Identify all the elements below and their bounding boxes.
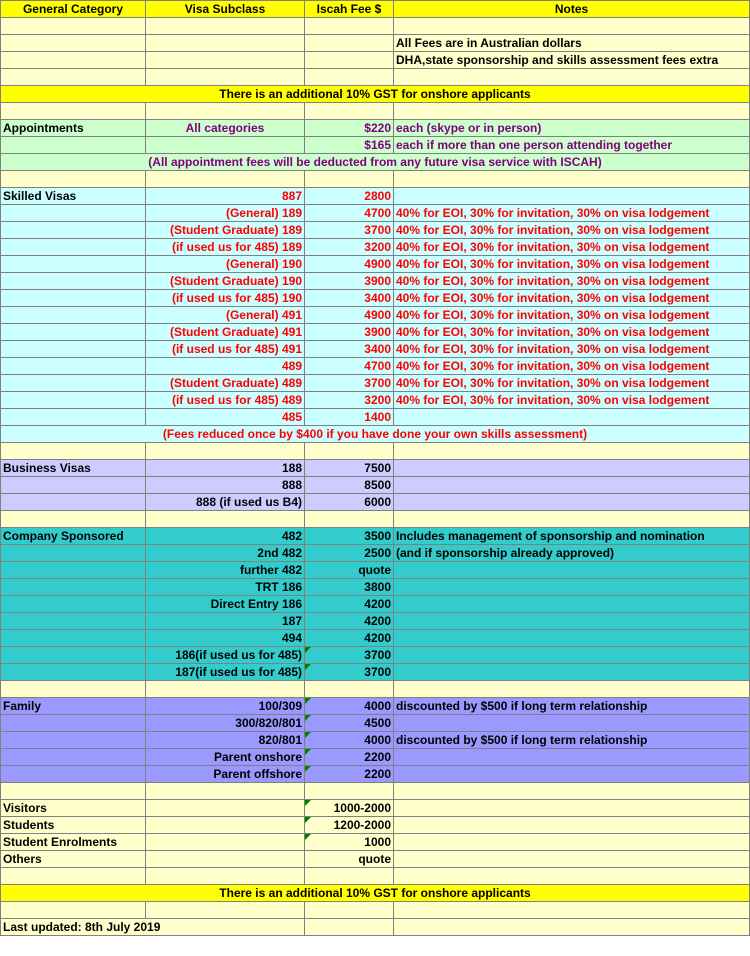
category-company[interactable]: Company Sponsored — [1, 528, 146, 545]
others-fee[interactable]: quote — [305, 851, 394, 868]
skilled-note[interactable]: 40% for EOI, 30% for invitation, 30% on visa lodgement — [394, 290, 750, 307]
table-row — [1, 273, 750, 290]
company-fee[interactable]: 3800 — [305, 579, 394, 596]
skilled-subclass[interactable]: (if used us for 485) 190 — [146, 290, 305, 307]
table-row — [1, 766, 750, 783]
note-extra-fees[interactable]: DHA,state sponsorship and skills assessment fees extra — [394, 52, 750, 69]
appointments-subclass[interactable]: All categories — [146, 120, 305, 137]
skilled-reduced-note[interactable]: (Fees reduced once by $400 if you have done your own skills assessment) — [1, 426, 750, 443]
table-row — [1, 851, 750, 868]
table-row — [1, 630, 750, 647]
company-fee[interactable]: 3700 — [305, 647, 394, 664]
table-row — [1, 239, 750, 256]
skilled-note[interactable] — [394, 409, 750, 426]
table-row — [1, 596, 750, 613]
skilled-fee[interactable]: 4900 — [305, 256, 394, 273]
family-subclass[interactable]: 820/801 — [146, 732, 305, 749]
header-row — [1, 1, 750, 18]
skilled-fee[interactable]: 4900 — [305, 307, 394, 324]
company-subclass[interactable]: 494 — [146, 630, 305, 647]
skilled-subclass[interactable]: (General) 491 — [146, 307, 305, 324]
skilled-subclass[interactable]: 485 — [146, 409, 305, 426]
note-fees-aud[interactable]: All Fees are in Australian dollars — [394, 35, 750, 52]
company-fee[interactable]: 4200 — [305, 596, 394, 613]
business-subclass[interactable]: 888 (if used us B4) — [146, 494, 305, 511]
blank-row — [1, 103, 750, 120]
visitors-fee[interactable]: 1000-2000 — [305, 800, 394, 817]
students-fee[interactable]: 1200-2000 — [305, 817, 394, 834]
category-others[interactable]: Others — [1, 851, 146, 868]
company-fee[interactable]: 3500 — [305, 528, 394, 545]
table-row — [1, 477, 750, 494]
student-enrolments-fee[interactable]: 1000 — [305, 834, 394, 851]
table-row — [1, 324, 750, 341]
blank-row — [1, 681, 750, 698]
business-fee[interactable]: 7500 — [305, 460, 394, 477]
gst-banner-top — [1, 86, 750, 103]
family-fee[interactable]: 2200 — [305, 749, 394, 766]
table-row — [1, 120, 750, 137]
company-fee[interactable]: 4200 — [305, 630, 394, 647]
table-row — [1, 460, 750, 477]
category-student-enrolments[interactable]: Student Enrolments — [1, 834, 146, 851]
appointments-deduct-note[interactable]: (All appointment fees will be deducted from any future visa service with ISCAH) — [1, 154, 750, 171]
company-subclass[interactable]: 2nd 482 — [146, 545, 305, 562]
company-subclass[interactable]: TRT 186 — [146, 579, 305, 596]
company-subclass[interactable]: Direct Entry 186 — [146, 596, 305, 613]
table-row — [1, 698, 750, 715]
skilled-note[interactable]: 40% for EOI, 30% for invitation, 30% on visa lodgement — [394, 222, 750, 239]
category-family[interactable]: Family — [1, 698, 146, 715]
table-row — [1, 664, 750, 681]
skilled-fee[interactable]: 4700 — [305, 358, 394, 375]
skilled-fee[interactable]: 2800 — [305, 188, 394, 205]
skilled-subclass[interactable]: (Student Graduate) 190 — [146, 273, 305, 290]
category-visitors[interactable]: Visitors — [1, 800, 146, 817]
category-appointments[interactable]: Appointments — [1, 120, 146, 137]
skilled-note[interactable]: 40% for EOI, 30% for invitation, 30% on visa lodgement — [394, 392, 750, 409]
skilled-subclass[interactable]: 489 — [146, 358, 305, 375]
table-row — [1, 613, 750, 630]
skilled-fee[interactable]: 3200 — [305, 392, 394, 409]
skilled-note[interactable]: 40% for EOI, 30% for invitation, 30% on visa lodgement — [394, 375, 750, 392]
category-business[interactable]: Business Visas — [1, 460, 146, 477]
skilled-note[interactable]: 40% for EOI, 30% for invitation, 30% on visa lodgement — [394, 341, 750, 358]
appointments-note-1[interactable]: each (skype or in person) — [394, 120, 750, 137]
skilled-fee[interactable]: 3700 — [305, 375, 394, 392]
header-visa-subclass[interactable]: Visa Subclass — [146, 1, 305, 18]
company-subclass[interactable]: 187(if used us for 485) — [146, 664, 305, 681]
table-row — [1, 919, 750, 936]
business-subclass[interactable]: 888 — [146, 477, 305, 494]
table-row — [1, 732, 750, 749]
business-fee[interactable]: 8500 — [305, 477, 394, 494]
table-row — [1, 545, 750, 562]
skilled-subclass[interactable]: (Student Graduate) 491 — [146, 324, 305, 341]
family-fee[interactable]: 4000 — [305, 698, 394, 715]
table-row — [1, 154, 750, 171]
skilled-subclass[interactable]: 887 — [146, 188, 305, 205]
blank-row — [1, 511, 750, 528]
skilled-note[interactable]: 40% for EOI, 30% for invitation, 30% on visa lodgement — [394, 256, 750, 273]
skilled-fee[interactable]: 3700 — [305, 222, 394, 239]
table-row — [1, 494, 750, 511]
blank-row — [1, 69, 750, 86]
skilled-note[interactable] — [394, 188, 750, 205]
gst-banner-bottom — [1, 885, 750, 902]
business-fee[interactable]: 6000 — [305, 494, 394, 511]
company-fee[interactable]: 4200 — [305, 613, 394, 630]
skilled-subclass[interactable]: (if used us for 485) 491 — [146, 341, 305, 358]
table-row — [1, 188, 750, 205]
table-row — [1, 834, 750, 851]
skilled-note[interactable]: 40% for EOI, 30% for invitation, 30% on visa lodgement — [394, 324, 750, 341]
table-row — [1, 562, 750, 579]
table-row — [1, 35, 750, 52]
skilled-fee[interactable]: 3900 — [305, 324, 394, 341]
table-row — [1, 715, 750, 732]
table-row — [1, 341, 750, 358]
company-subclass[interactable]: 187 — [146, 613, 305, 630]
table-row — [1, 256, 750, 273]
blank-row — [1, 783, 750, 800]
skilled-fee[interactable]: 4700 — [305, 205, 394, 222]
blank-row — [1, 868, 750, 885]
appointments-fee-2[interactable]: $165 — [305, 137, 394, 154]
table-row — [1, 375, 750, 392]
family-subclass[interactable]: Parent offshore — [146, 766, 305, 783]
appointments-note-2[interactable]: each if more than one person attending together — [394, 137, 750, 154]
table-row — [1, 290, 750, 307]
skilled-subclass[interactable]: (General) 189 — [146, 205, 305, 222]
skilled-subclass[interactable]: (if used us for 485) 489 — [146, 392, 305, 409]
family-note[interactable]: discounted by $500 if long term relationship — [394, 732, 750, 749]
company-note[interactable]: (and if sponsorship already approved) — [394, 545, 750, 562]
table-row — [1, 817, 750, 834]
family-fee[interactable]: 4500 — [305, 715, 394, 732]
gst-banner-text[interactable]: There is an additional 10% GST for onshore applicants — [1, 885, 750, 902]
blank-row — [1, 171, 750, 188]
blank-row — [1, 902, 750, 919]
skilled-fee[interactable]: 3400 — [305, 290, 394, 307]
category-students[interactable]: Students — [1, 817, 146, 834]
company-subclass[interactable]: further 482 — [146, 562, 305, 579]
skilled-subclass[interactable]: (if used us for 485) 189 — [146, 239, 305, 256]
skilled-note[interactable]: 40% for EOI, 30% for invitation, 30% on visa lodgement — [394, 307, 750, 324]
blank-row — [1, 443, 750, 460]
table-row — [1, 222, 750, 239]
table-row — [1, 647, 750, 664]
table-row — [1, 528, 750, 545]
family-subclass[interactable]: 300/820/801 — [146, 715, 305, 732]
header-iscah-fee[interactable]: Iscah Fee $ — [305, 1, 394, 18]
skilled-note[interactable]: 40% for EOI, 30% for invitation, 30% on visa lodgement — [394, 273, 750, 290]
table-row — [1, 307, 750, 324]
appointments-fee-1[interactable]: $220 — [305, 120, 394, 137]
company-fee[interactable]: 3700 — [305, 664, 394, 681]
table-row — [1, 137, 750, 154]
blank-row — [1, 18, 750, 35]
skilled-note[interactable]: 40% for EOI, 30% for invitation, 30% on visa lodgement — [394, 205, 750, 222]
skilled-subclass[interactable]: (Student Graduate) 189 — [146, 222, 305, 239]
skilled-note[interactable]: 40% for EOI, 30% for invitation, 30% on visa lodgement — [394, 358, 750, 375]
family-fee[interactable]: 2200 — [305, 766, 394, 783]
family-subclass[interactable]: 100/309 — [146, 698, 305, 715]
family-note[interactable]: discounted by $500 if long term relationship — [394, 698, 750, 715]
last-updated[interactable]: Last updated: 8th July 2019 — [1, 919, 305, 936]
skilled-fee[interactable]: 1400 — [305, 409, 394, 426]
table-row — [1, 426, 750, 443]
gst-banner-text[interactable]: There is an additional 10% GST for onshore applicants — [1, 86, 750, 103]
skilled-fee[interactable]: 3900 — [305, 273, 394, 290]
family-subclass[interactable]: Parent onshore — [146, 749, 305, 766]
table-row — [1, 52, 750, 69]
skilled-note[interactable]: 40% for EOI, 30% for invitation, 30% on visa lodgement — [394, 239, 750, 256]
company-subclass[interactable]: 186(if used us for 485) — [146, 647, 305, 664]
category-skilled[interactable]: Skilled Visas — [1, 188, 146, 205]
skilled-fee[interactable]: 3200 — [305, 239, 394, 256]
table-row — [1, 205, 750, 222]
table-row — [1, 800, 750, 817]
company-subclass[interactable]: 482 — [146, 528, 305, 545]
skilled-subclass[interactable]: (General) 190 — [146, 256, 305, 273]
table-row — [1, 358, 750, 375]
header-notes[interactable]: Notes — [394, 1, 750, 18]
skilled-subclass[interactable]: (Student Graduate) 489 — [146, 375, 305, 392]
table-row — [1, 409, 750, 426]
company-fee[interactable]: quote — [305, 562, 394, 579]
table-row — [1, 749, 750, 766]
header-general-category[interactable]: General Category — [1, 1, 146, 18]
family-fee[interactable]: 4000 — [305, 732, 394, 749]
table-row — [1, 392, 750, 409]
table-row — [1, 579, 750, 596]
company-fee[interactable]: 2500 — [305, 545, 394, 562]
company-note[interactable]: Includes management of sponsorship and nomination — [394, 528, 750, 545]
business-subclass[interactable]: 188 — [146, 460, 305, 477]
skilled-fee[interactable]: 3400 — [305, 341, 394, 358]
